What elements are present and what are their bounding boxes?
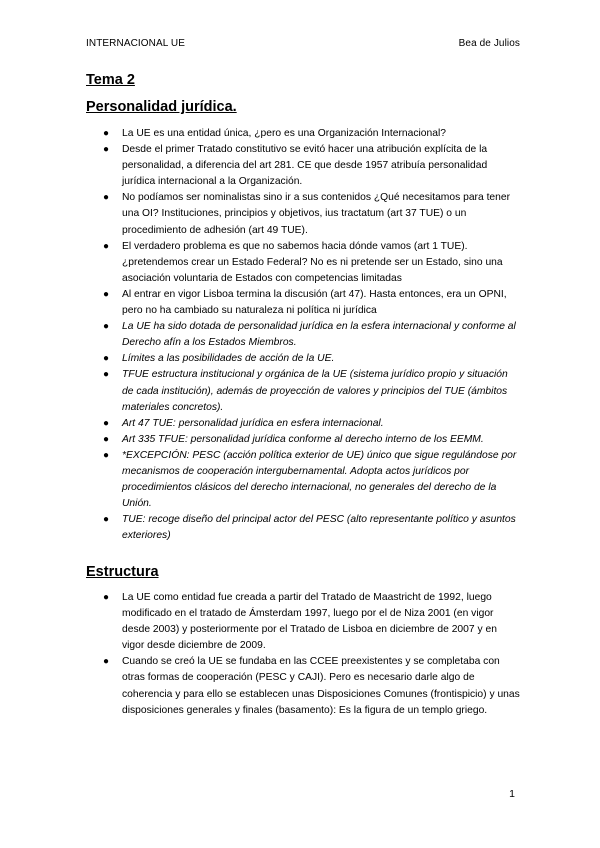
list-item-text: El verdadero problema es que no sabemos hacia dónde vamos (art 1 TUE). ¿pretendemos crear un Estado Federal? No es ni pretende ser un Estado, sino una asociación voluntaria de Estados con competencias limitadas bbox=[122, 240, 503, 284]
bullet-icon: ● bbox=[103, 144, 110, 156]
section-title-personalidad: Personalidad jurídica. bbox=[86, 99, 237, 115]
list-item bbox=[0, 432, 600, 448]
list-item bbox=[0, 590, 600, 654]
list-item bbox=[0, 126, 600, 142]
list-item-text: No podíamos ser nominalistas sino ir a sus contenidos ¿Qué necesitamos para tener una OI? Instituciones, principios y objetivos, ius tractatum (art 37 TUE) o un procedimiento de adhesión (art 49 TUE). bbox=[122, 192, 511, 236]
bullet-icon: ● bbox=[103, 449, 110, 461]
list-item-text: La UE como entidad fue creada a partir del Tratado de Maastricht de 1992, luego modificado en el tratado de Ámsterdam 1997, luego por el de Niza 2001 (en vigor desde 2003) y posteriormente por el Tratado de Lisboa en diciembre de 2007 y en vigor desde diciembre de 2009. bbox=[122, 592, 497, 652]
bullet-list-estructura bbox=[0, 590, 600, 719]
list-item bbox=[0, 416, 600, 432]
header-left: INTERNACIONAL UE bbox=[86, 38, 186, 49]
section-title-estructura: Estructura bbox=[86, 564, 159, 580]
list-item bbox=[0, 142, 600, 190]
list-item bbox=[0, 351, 600, 367]
bullet-icon: ● bbox=[103, 514, 110, 526]
list-item-text: Al entrar en vigor Lisboa termina la discusión (art 47). Hasta entonces, era un OPNI, pero no ha cambiado su naturaleza ni política ni jurídica bbox=[122, 288, 507, 317]
bullet-icon: ● bbox=[103, 321, 110, 333]
list-item-text: Art 47 TUE: personalidad jurídica en esfera internacional. bbox=[122, 417, 384, 429]
header-right: Bea de Julios bbox=[458, 38, 520, 49]
bullet-icon: ● bbox=[103, 369, 110, 381]
bullet-icon: ● bbox=[103, 656, 110, 668]
list-item bbox=[0, 287, 600, 319]
bullet-icon: ● bbox=[103, 353, 110, 365]
bullet-icon: ● bbox=[103, 192, 110, 204]
bullet-icon: ● bbox=[103, 433, 110, 445]
list-item bbox=[0, 654, 600, 718]
bullet-icon: ● bbox=[103, 288, 110, 300]
bullet-list-personalidad bbox=[0, 126, 600, 544]
list-item-text: *EXCEPCIÓN: PESC (acción política exterior de UE) único que sigue regulándose por mecanismos de cooperación intergubernamental. Adopta actos jurídicos por procedimientos clásicos del derecho internacional, no generales del derecho de la Unión. bbox=[122, 449, 517, 510]
list-item bbox=[0, 190, 600, 238]
list-item-text: La UE es una entidad única, ¿pero es una Organización Internacional? bbox=[122, 128, 446, 139]
list-item-text: Art 335 TFUE: personalidad jurídica conforme al derecho interno de los EEMM. bbox=[122, 433, 484, 445]
list-item-text: La UE ha sido dotada de personalidad jurídica en la esfera internacional y conforme al Derecho afín a los Estados Miembros. bbox=[122, 321, 516, 349]
list-item bbox=[0, 239, 600, 287]
list-item-text: TUE: recoge diseño del principal actor del PESC (alto representante político y asuntos exteriores) bbox=[122, 514, 516, 542]
bullet-icon: ● bbox=[103, 128, 110, 139]
list-item bbox=[0, 448, 600, 512]
list-item-text: TFUE estructura institucional y orgánica de la UE (sistema jurídico propio y situación de cada institución), además de proyección de valores y principios del TUE (ámbitos materiales concretos). bbox=[122, 369, 508, 413]
list-item-text: Desde el primer Tratado constitutivo se evitó hacer una atribución explícita de la personalidad, a diferencia del art 281. CE que desde 1957 atribuía personalidad jurídica internacional a la Organización. bbox=[122, 144, 488, 188]
list-item-text: Límites a las posibilidades de acción de la UE. bbox=[122, 353, 335, 365]
list-item bbox=[0, 367, 600, 415]
list-item-text: Cuando se creó la UE se fundaba en las CCEE preexistentes y se completaba con otras formas de cooperación (PESC y CAJI). Pero es necesario darle algo de coherencia y para ello se establecen unas Disposiciones Comunes (frontispicio) y unas disposiciones generales y finales (basamento): Es la figura de un templo griego. bbox=[122, 656, 520, 716]
topic-title: Tema 2 bbox=[86, 72, 135, 88]
page-number: 1 bbox=[509, 788, 515, 800]
bullet-icon: ● bbox=[103, 240, 110, 252]
list-item bbox=[0, 512, 600, 544]
bullet-icon: ● bbox=[103, 417, 110, 429]
list-item bbox=[0, 319, 600, 351]
bullet-icon: ● bbox=[103, 592, 110, 603]
